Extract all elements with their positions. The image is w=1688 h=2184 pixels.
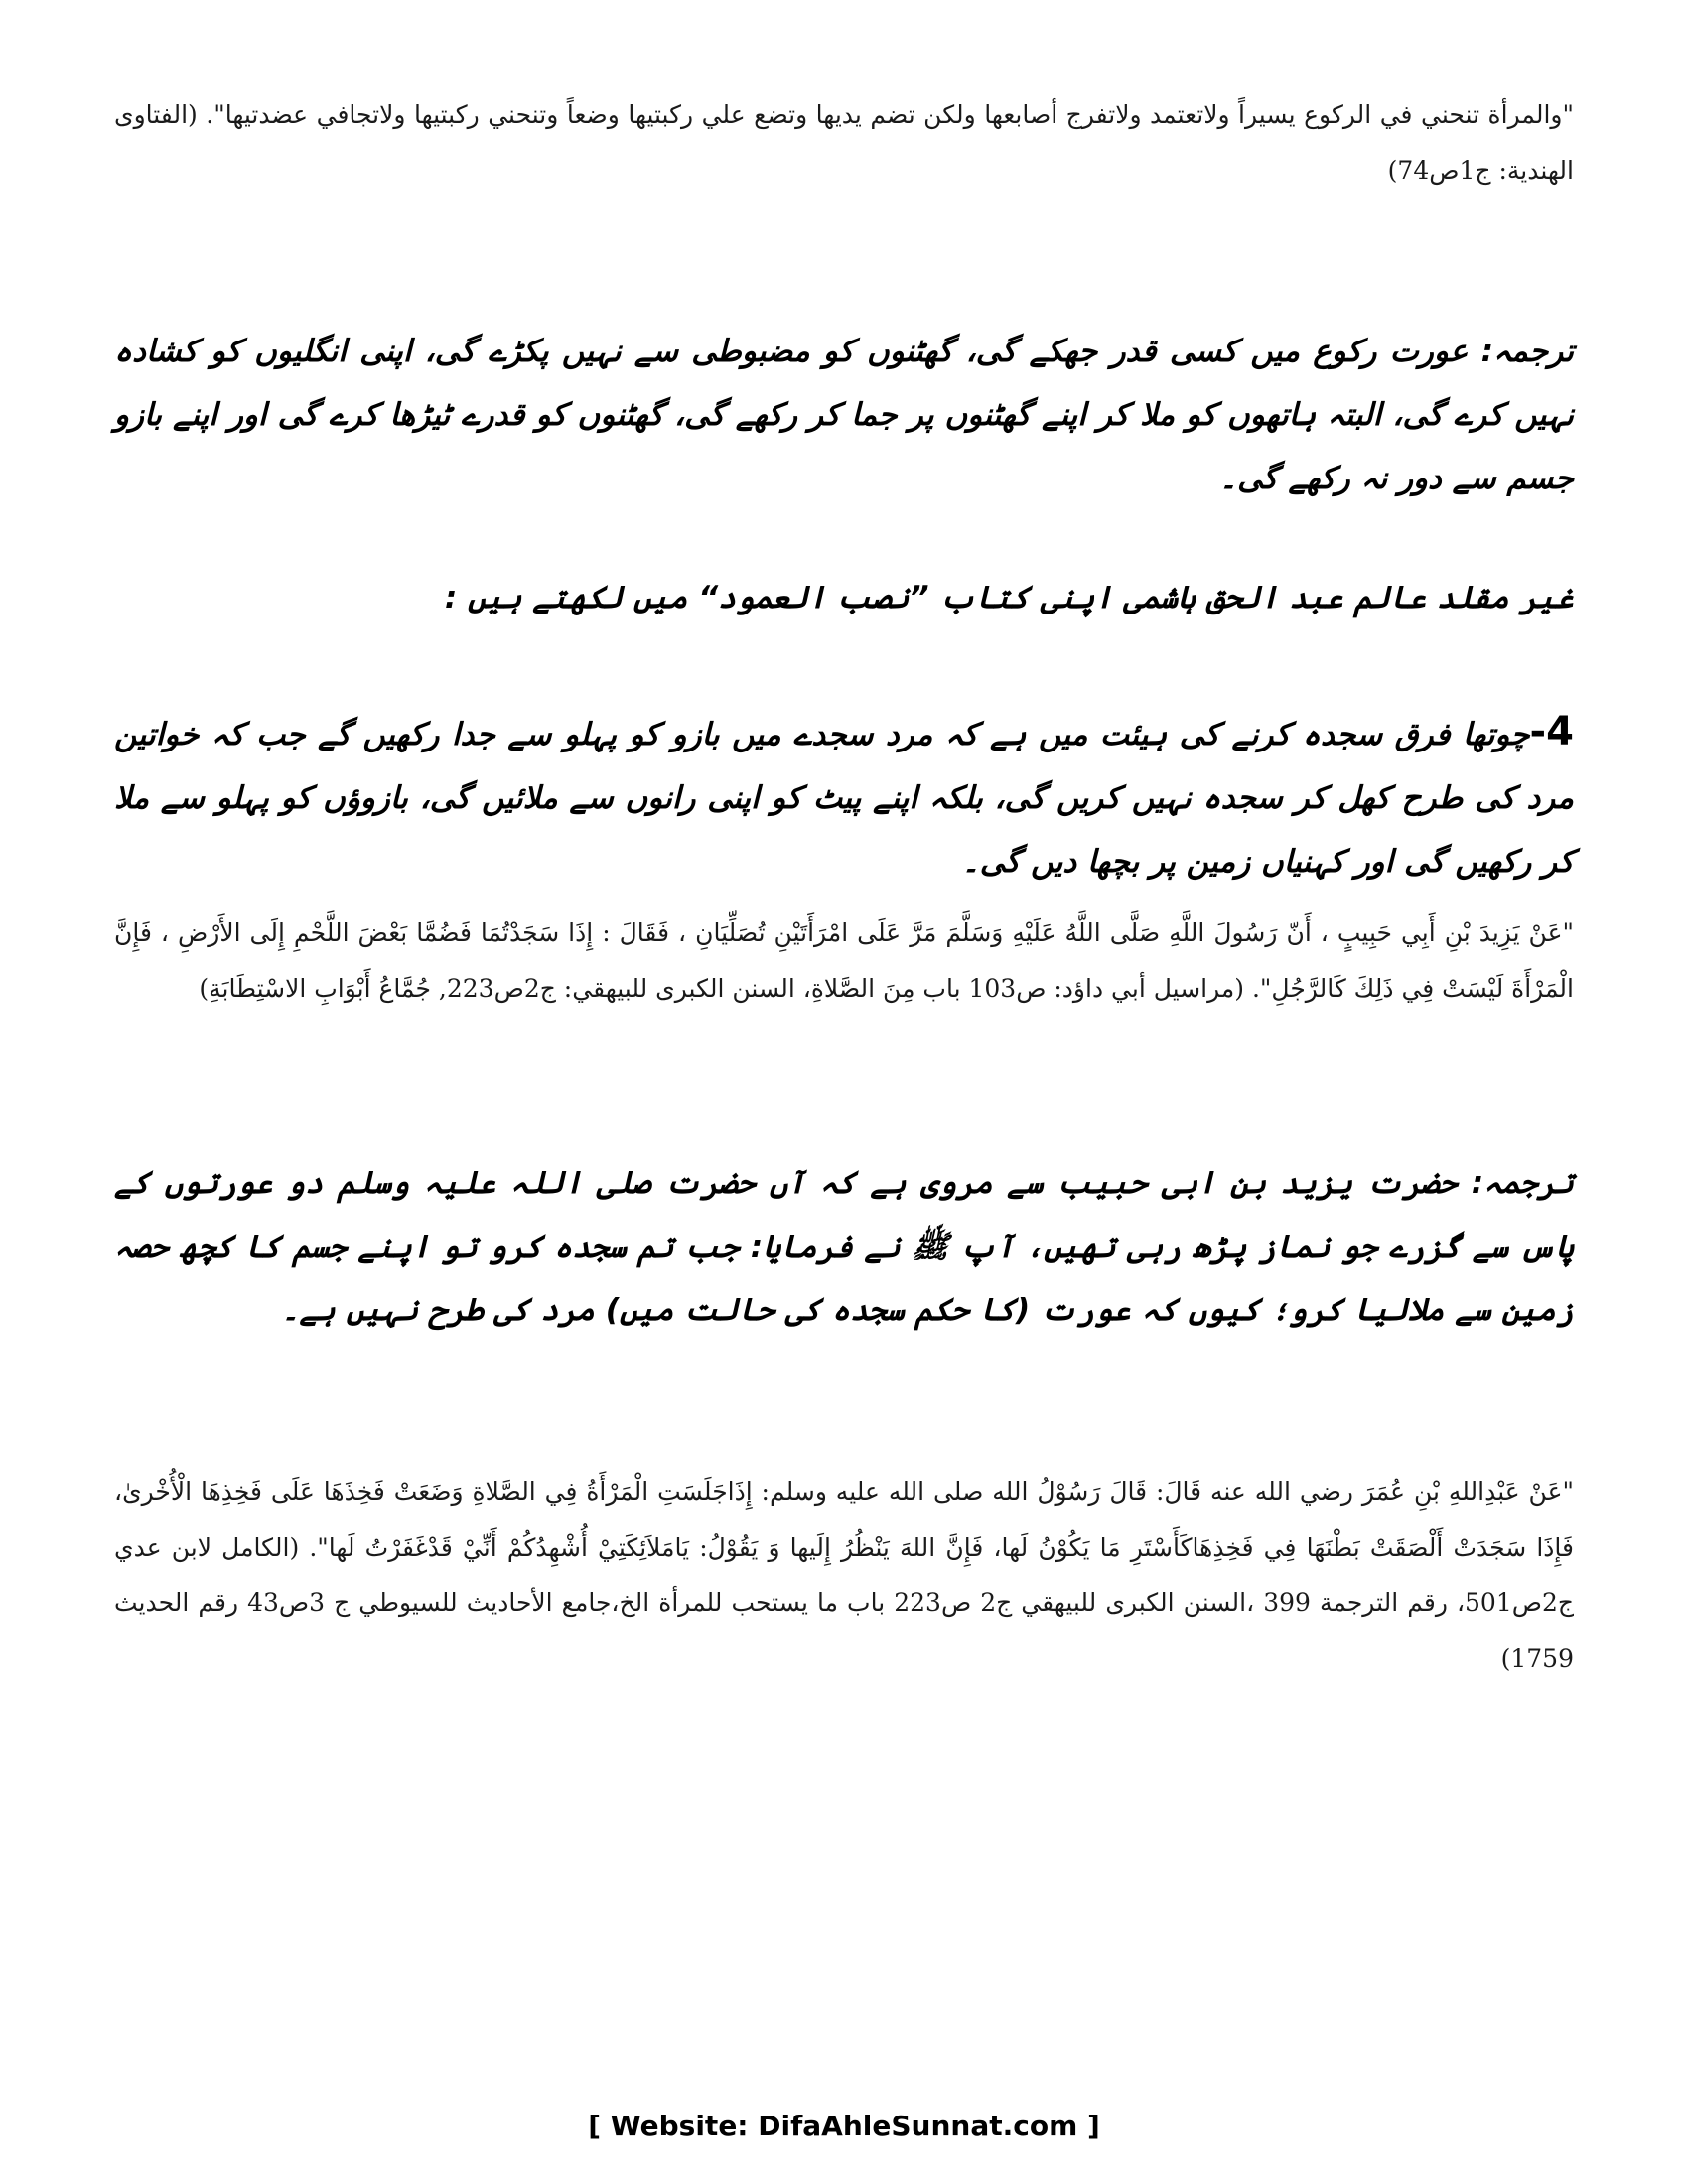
fourth-difference-text: چوتھا فرق سجدہ کرنے کی ہیئت میں ہے کہ مرد سجدے میں بازو کو پہلو سے جدا رکھیں گے جب کہ خواتین مرد کی طرح کھل کر سجدہ نہیں کریں گی، بلکہ اپنے پیٹ کو اپنی رانوں سے ملائیں گی، بازوؤں کو پہلو سے ملا کر رکھیں گی اور کہنیاں زمین پر بچھا دیں گی۔ — [114, 717, 1574, 880]
translation-paragraph-sajda: ترجمہ: حضرت یزید بن ابی حبیب سے مروی ہے کہ آں حضرت صلی اللہ علیہ وسلم دو عورتوں کے پاس سے گزرے جو نماز پڑھ رہی تھیں، آپ ﷺ نے فرمایا: جب تم سجدہ کرو تو اپنے جسم کا کچھ حصہ زمین سے ملالیا کرو؛ کیوں کہ عورت (کا حکم سجدہ کی حالت میں) مرد کی طرح نہیں ہے۔ — [114, 1165, 1574, 1328]
section-heading-nasb-ul-amood: غیر مقلد عالم عبد الحق ہاشمی اپنی کتاب ”نصب العمود“ میں لکھتے ہیں : — [444, 580, 1574, 615]
fatawa-hindiya-quote: "والمرأة تنحني في الركوع يسيراً ولاتعتمد ولاتفرج أصابعها ولكن تضم يديها وتضع علي ركبتيها وضعاً وتنحني ركبتيها ولاتجافي عضدتيها". (الفتاوی الهندية: ج1ص74) — [114, 100, 1574, 185]
website-footer: [ Website: DifaAhleSunnat.com ] — [588, 2110, 1100, 2142]
hadith-ibn-umar-quote: "عَنْ عَبْدِاللهِ بْنِ عُمَرَ رضي الله عنه قَالَ: قَالَ رَسُوْلُ الله صلى الله عليه وسلم: إِذَاجَلَسَتِ الْمَرْأَةُ فِي الصَّلاةِ وَضَعَتْ فَخِذَهَا عَلَى فَخِذِهَا الْأُخْرىٰ، فَإِذَا سَجَدَتْ أَلْصَقَتْ بَطْنَهَا فِي فَخِذِهَاكَأَسْتَرِ مَا يَكُوْنُ لَها، فَإِنَّ اللهَ يَنْظُرُ إِلَيها وَ يَقُوْلُ: يَامَلاَئِكَتِيْ أُشْهِدُكُمْ أَنِّيْ قَدْغَفَرْتُ لَها". (الكامل لابن عدي ج2ص501، رقم الترجمة 399 ،السنن الكبرى للبيهقي ج2 ص223 باب ما يستحب للمرأة الخ،جامع الأحاديث للسيوطي ج 3ص43 رقم الحديث 1759) — [114, 1477, 1575, 1673]
fourth-difference-paragraph — [114, 700, 1574, 893]
hadith-yazid-quote: "عَنْ يَزِيدَ بْنِ أَبِي حَبِيبٍ ، أَنّ رَسُولَ اللَّهِ صَلَّى اللَّهُ عَلَيْهِ وَسَلَّمَ مَرَّ عَلَى امْرَأَتَيْنِ تُصَلِّيَانِ ، فَقَالَ : إِذَا سَجَدْتُمَا فَضُمَّا بَعْضَ اللَّحْمِ إِلَى الأَرْضِ ، فَإِنَّ الْمَرْأَةَ لَيْسَتْ فِي ذَلِكَ كَالرَّجُلِ". (مراسيل أبي داؤد: ص103 باب مِنَ الصَّلاةِ، السنن الكبرى للبيهقي: ج2ص223, جُمَّاعُ أَبْوَابِ الاسْتِطَابَةِ) — [114, 918, 1574, 1003]
translation-paragraph-ruku: ترجمہ: عورت رکوع میں کسی قدر جھکے گی، گھٹنوں کو مضبوطی سے نہیں پکڑے گی، اپنی انگلیوں کو کشادہ نہیں کرے گی، البتہ ہاتھوں کو ملا کر اپنے گھٹنوں پر جما کر رکھے گی، گھٹنوں کو قدرے ٹیڑھا کرے گی اور اپنے بازو جسم سے دور نہ رکھے گی۔ — [114, 334, 1574, 496]
point-number: 4- — [1529, 709, 1574, 754]
